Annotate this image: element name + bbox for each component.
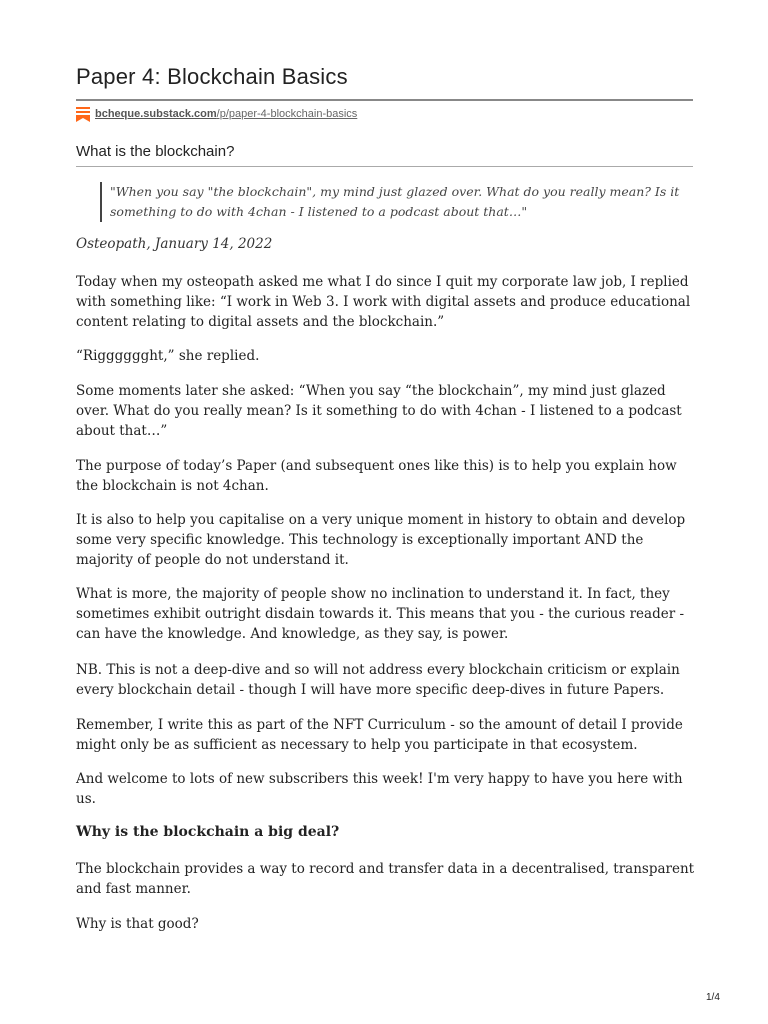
paragraph: Remember, I write this as part of the NFT Curriculum - so the amount of detail I provide might only be as sufficient as necessary to help you participate in that ecosystem.: [76, 717, 683, 753]
substack-logo-icon: [76, 107, 90, 122]
paragraph: Why is that good?: [76, 916, 199, 932]
page-title: Paper 4: Blockchain Basics: [76, 64, 348, 89]
paragraph: And welcome to lots of new subscribers this week! I'm very happy to have you here with us.: [76, 771, 683, 807]
source-domain[interactable]: bcheque.substack.com: [95, 108, 217, 120]
page-number: 1/4: [706, 992, 720, 1003]
paragraph: Today when my osteopath asked me what I do since I quit my corporate law job, I replied with something like: “I work in Web 3. I work with digital assets and produce educational content relating to digital assets and the blockchain.”: [76, 274, 691, 330]
paragraph: “Rigggggght,” she replied.: [76, 348, 260, 364]
title-divider: [76, 99, 693, 101]
pull-quote: "When you say "the blockchain", my mind just glazed over. What do you really mean? Is it something to do with 4chan - I listened to a podcast about that…": [100, 182, 700, 222]
paragraph: The purpose of today’s Paper (and subsequent ones like this) is to help you explain how the blockchain is not 4chan.: [76, 458, 677, 494]
quote-byline: Osteopath, January 14, 2022: [76, 236, 273, 252]
paragraph: It is also to help you capitalise on a very unique moment in history to obtain and develop some very specific knowledge. This technology is exceptionally important AND the majority of people do not understand it.: [76, 512, 686, 568]
section-divider: [76, 166, 693, 167]
paragraph: The blockchain provides a way to record and transfer data in a decentralised, transparent and fast manner.: [76, 861, 695, 897]
paragraph: NB. This is not a deep-dive and so will not address every blockchain criticism or explain every blockchain detail - though I will have more specific deep-dives in future Papers.: [76, 662, 680, 698]
subheading: Why is the blockchain a big deal?: [76, 824, 340, 840]
section-heading: What is the blockchain?: [76, 143, 235, 160]
paragraph: Some moments later she asked: “When you say “the blockchain”, my mind just glazed over. What do you really mean? Is it something to do with 4chan - I listened to a podcast about that…”: [76, 383, 682, 439]
source-path[interactable]: /p/paper-4-blockchain-basics: [216, 108, 358, 120]
paragraph: What is more, the majority of people show no inclination to understand it. In fact, they sometimes exhibit outright disdain towards it. This means that you - the curious reader - can have the knowledge. And knowledge, as they say, is power.: [76, 586, 685, 642]
